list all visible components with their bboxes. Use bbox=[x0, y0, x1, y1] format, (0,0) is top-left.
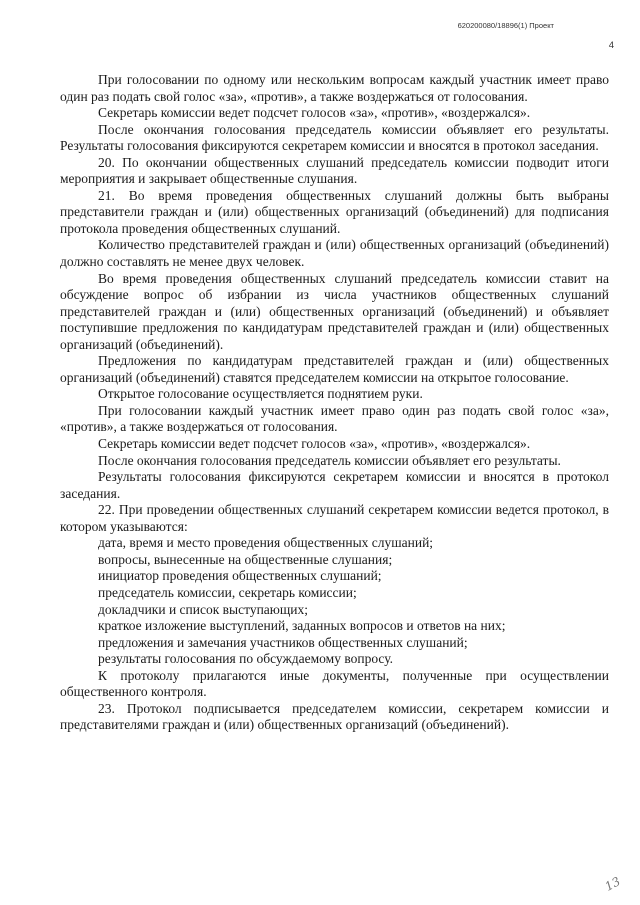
paragraph: После окончания голосования председатель комиссии объявляет его результаты. Результаты голосования фиксируются секретарем комиссии и вносятся в протокол заседания. bbox=[60, 121, 609, 154]
handwritten-page-mark: 13 bbox=[602, 874, 623, 894]
document-id: 620200080/18896(1) Проект bbox=[457, 21, 554, 30]
paragraph: При голосовании по одному или нескольким вопросам каждый участник имеет право один раз подать свой голос «за», «против», а также воздержаться от голосования. bbox=[60, 72, 609, 104]
paragraph: Открытое голосование осуществляется поднятием руки. bbox=[98, 386, 423, 402]
paragraph: Предложения по кандидатурам представителей граждан и (или) общественных организаций (объединений) ставятся председателем комиссии на открытое голосование. bbox=[60, 353, 609, 385]
paragraph: 22. При проведении общественных слушаний секретарем комиссии ведется протокол, в котором указываются: bbox=[60, 502, 609, 534]
list-item: инициатор проведения общественных слушаний; bbox=[98, 568, 382, 584]
paragraph: При голосовании каждый участник имеет право один раз подать свой голос «за», «против», а также воздержаться от голосования. bbox=[60, 402, 609, 435]
list-item: краткое изложение выступлений, заданных вопросов и ответов на них; bbox=[98, 618, 506, 634]
list-item: предложения и замечания участников общественных слушаний; bbox=[98, 634, 468, 650]
paragraph: К протоколу прилагаются иные документы, полученные при осуществлении общественного контроля. bbox=[60, 667, 609, 700]
list-item: докладчики и список выступающих; bbox=[98, 601, 308, 617]
list-item: вопросы, вынесенные на общественные слушания; bbox=[98, 551, 393, 567]
paragraph: 20. По окончании общественных слушаний председатель комиссии подводит итоги мероприятия и закрывает общественные слушания. bbox=[60, 154, 609, 187]
paragraph: Секретарь комиссии ведет подсчет голосов «за», «против», «воздержался». bbox=[98, 436, 531, 452]
list-item: председатель комиссии, секретарь комиссии; bbox=[98, 584, 357, 600]
list-item: результаты голосования по обсуждаемому вопросу. bbox=[98, 651, 394, 667]
paragraph: Результаты голосования фиксируются секретарем комиссии и вносятся в протокол заседания. bbox=[60, 469, 609, 501]
document-body bbox=[60, 72, 609, 734]
page-number: 4 bbox=[608, 40, 614, 51]
paragraph: 21. Во время проведения общественных слушаний должны быть выбраны представители граждан и (или) общественных организаций (объединений) для подписания протокола проведения общественных слушаний. bbox=[60, 187, 609, 236]
paragraph: 23. Протокол подписывается председателем комиссии, секретарем комиссии и представителями граждан и (или) общественных организаций (объединений). bbox=[60, 700, 609, 733]
paragraph: После окончания голосования председатель комиссии объявляет его результаты. bbox=[98, 452, 561, 468]
paragraph: Секретарь комиссии ведет подсчет голосов «за», «против», «воздержался». bbox=[98, 105, 531, 121]
list-item: дата, время и место проведения общественных слушаний; bbox=[98, 535, 434, 551]
paragraph: Количество представителей граждан и (или) общественных организаций (объединений) должно составлять не менее двух человек. bbox=[60, 237, 609, 270]
paragraph: Во время проведения общественных слушаний председатель комиссии ставит на обсуждение вопрос об избрании из числа участников общественных слушаний представителей граждан и (или) общественных организаций (объединений) и объявляет поступившие предложения по кандидатурам представителей граждан и (или) общественных организаций (объединений). bbox=[60, 270, 609, 352]
